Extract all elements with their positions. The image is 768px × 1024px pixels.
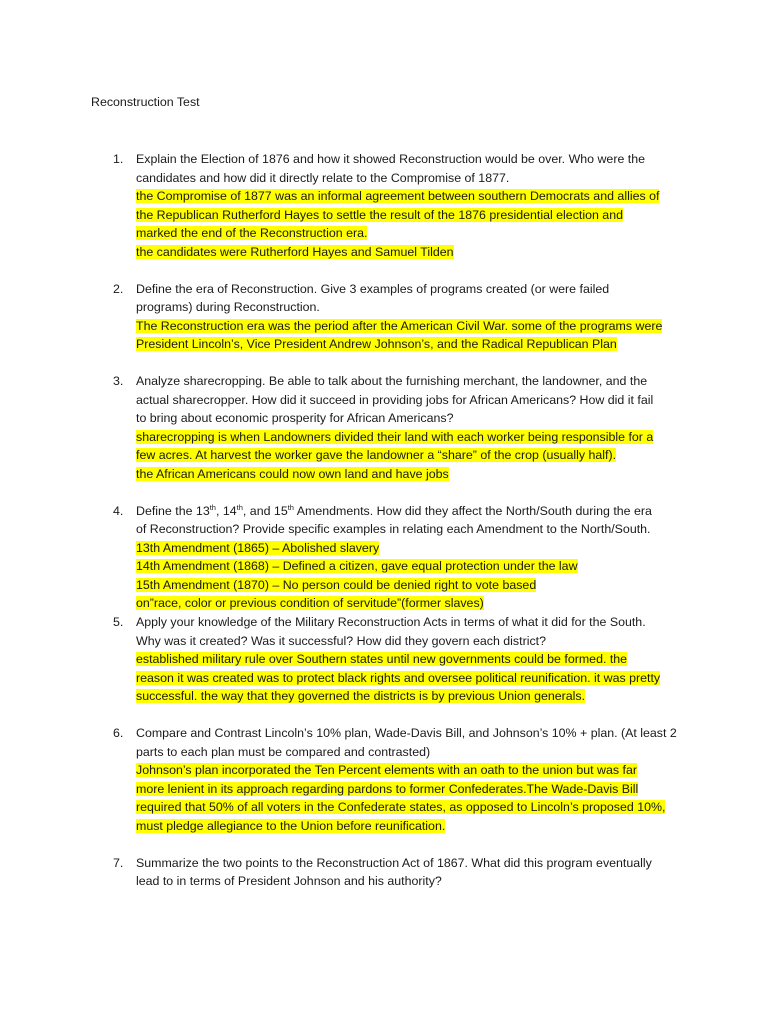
answer-highlight-line: must pledge allegiance to the Union before reunification.	[136, 819, 446, 833]
answer-highlight-line: the candidates were Rutherford Hayes and Samuel Tilden	[136, 244, 454, 259]
question-text-line	[136, 502, 681, 521]
question-body	[136, 854, 681, 891]
question-text-segment: , and 15	[242, 503, 288, 518]
answer-highlight-line: 15th Amendment (1870) – No person could be denied right to vote based	[136, 577, 537, 592]
question-number: 6.	[113, 726, 124, 741]
answer-highlight-line: sharecropping is when Landowners divided their land with each worker being responsible for a	[136, 429, 654, 444]
page-title: Reconstruction Test	[91, 95, 200, 109]
ordinal-superscript: th	[209, 502, 216, 512]
answer-highlight-line: marked the end of the Reconstruction era.	[136, 226, 368, 241]
answer-highlight-line: established military rule over Southern states until new governments could be formed. the	[136, 652, 628, 667]
question-number: 5.	[113, 615, 124, 630]
answer-highlight-line: more lenient in its approach regarding pardons to former Confederates.The Wade-Davis Bill	[136, 781, 639, 796]
question-text-segment: Define the 13	[136, 503, 210, 518]
question-body	[136, 372, 681, 484]
answer-highlight-line: the Republican Rutherford Hayes to settle the result of the 1876 presidential election and	[136, 207, 623, 222]
question-body	[136, 280, 681, 354]
answer-highlight-line: the Compromise of 1877 was an informal agreement between southern Democrats and allies of	[136, 189, 660, 204]
question-item-5	[0, 613, 768, 706]
question-item-1	[0, 150, 768, 262]
question-text-line: Why was it created? Was it successful? How did they govern each district?	[136, 633, 546, 648]
answer-highlight-line: few acres. At harvest the worker gave the landowner a “share” of the crop (usually half).	[136, 448, 617, 463]
question-text-segment: , 14	[215, 503, 237, 518]
answer-highlight-line: successful. the way that they governed the districts is by previous Union generals.	[136, 689, 586, 704]
question-text-line: candidates and how did it directly relate to the Compromise of 1877.	[136, 170, 510, 185]
answer-highlight-line: on”race, color or previous condition of servitude”(former slaves)	[136, 596, 484, 611]
question-number: 1.	[113, 152, 124, 166]
answer-highlight-line: 13th Amendment (1865) – Abolished slavery	[136, 540, 380, 555]
question-text-line: Define the era of Reconstruction. Give 3 examples of programs created (or were failed	[136, 281, 610, 296]
question-number: 4.	[113, 503, 124, 518]
ordinal-superscript: th	[287, 502, 294, 512]
question-item-6	[0, 724, 768, 836]
answer-highlight-line: 14th Amendment (1868) – Defined a citizen, gave equal protection under the law	[136, 559, 578, 574]
answer-highlight-line: required that 50% of all voters in the Confederate states, as opposed to Lincoln’s proposed 10%,	[136, 800, 666, 815]
question-text-line: lead to in terms of President Johnson and his authority?	[136, 874, 442, 889]
answer-highlight-line: reason it was created was to protect black rights and oversee political reunification. it was pretty	[136, 670, 661, 685]
question-text-segment: Amendments. How did they affect the North/South during the era	[293, 503, 652, 518]
answer-highlight-line: Johnson’s plan incorporated the Ten Percent elements with an oath to the union but was far	[136, 763, 637, 778]
question-text-line: Compare and Contrast Lincoln’s 10% plan, Wade-Davis Bill, and Johnson’s 10% + plan. (At least 2	[136, 726, 677, 741]
question-text-line: Apply your knowledge of the Military Reconstruction Acts in terms of what it did for the South.	[136, 615, 646, 630]
question-list	[0, 150, 768, 909]
question-body	[136, 502, 681, 614]
question-number: 2.	[113, 281, 124, 296]
question-text-line: programs) during Reconstruction.	[136, 300, 320, 315]
question-text-line: actual sharecropper. How did it succeed in providing jobs for African Americans? How did it fail	[136, 392, 654, 407]
question-text-line: Explain the Election of 1876 and how it showed Reconstruction would be over. Who were the	[136, 152, 646, 166]
question-body	[136, 613, 681, 706]
question-text-line: to bring about economic prosperity for African Americans?	[136, 411, 454, 426]
question-text-line: parts to each plan must be compared and contrasted)	[136, 744, 431, 759]
question-number: 3.	[113, 373, 124, 388]
question-number: 7.	[113, 855, 124, 870]
question-item-3	[0, 372, 768, 484]
ordinal-superscript: th	[236, 502, 243, 512]
question-text-line: of Reconstruction? Provide specific examples in relating each Amendment to the North/South.	[136, 522, 651, 537]
question-item-7	[0, 854, 768, 891]
question-text-line: Analyze sharecropping. Be able to talk about the furnishing merchant, the landowner, and the	[136, 373, 648, 388]
question-body	[136, 150, 681, 262]
question-item-2	[0, 280, 768, 354]
answer-highlight-line: the African Americans could now own land and have jobs	[136, 466, 449, 481]
question-text-line: Summarize the two points to the Reconstruction Act of 1867. What did this program eventually	[136, 855, 652, 870]
question-body	[136, 724, 681, 836]
answer-highlight-line: The Reconstruction era was the period after the American Civil War. some of the programs were	[136, 318, 663, 333]
answer-highlight-line: President Lincoln’s, Vice President Andrew Johnson’s, and the Radical Republican Plan	[136, 337, 617, 352]
question-item-4	[0, 502, 768, 614]
